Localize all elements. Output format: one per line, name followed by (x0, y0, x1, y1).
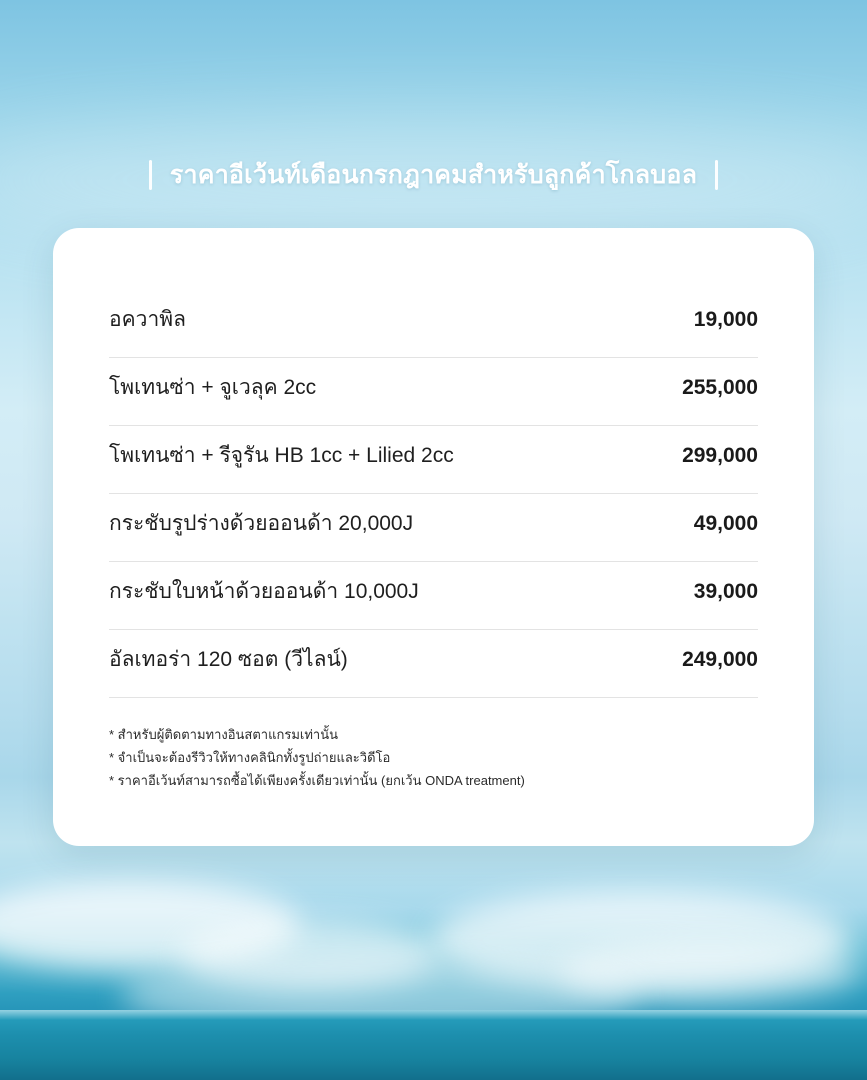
list-item (109, 358, 758, 426)
item-name: โพเทนซ่า + รีจูรัน HB 1cc + Lilied 2cc (109, 444, 454, 467)
notes-section (109, 724, 758, 792)
note-line: * ราคาอีเว้นท์สามารถซื้อได้เพียงครั้งเดียวเท่านั้น (ยกเว้น ONDA treatment) (109, 772, 525, 788)
item-name: อัลเทอร่า 120 ซอต (วีไลน์) (109, 648, 348, 671)
page-title-text: ราคาอีเว้นท์เดือนกรกฎาคมสำหรับลูกค้าโกลบอล (169, 161, 698, 189)
item-name: กระชับรูปร่างด้วยออนด้า 20,000J (109, 512, 414, 535)
note-line: * จำเป็นจะต้องรีวิวให้ทางคลินิกทั้งรูปถ่ายและวิดีโอ (109, 749, 391, 765)
item-name: โพเทนซ่า + จูเวลุค 2cc (109, 376, 317, 399)
note-line: * สำหรับผู้ติดตามทางอินสตาแกรมเท่านั้น (109, 727, 338, 742)
item-price: 255,000 (682, 376, 758, 399)
price-card (53, 228, 814, 846)
list-item (109, 290, 758, 358)
item-price: 299,000 (682, 444, 758, 467)
item-price: 49,000 (693, 512, 758, 535)
page-title (0, 155, 867, 195)
price-list (109, 290, 758, 698)
item-price: 19,000 (693, 308, 758, 331)
list-item (109, 630, 758, 698)
item-name: กระชับใบหน้าด้วยออนด้า 10,000J (109, 580, 419, 603)
item-price: 249,000 (682, 648, 758, 671)
item-price: 39,000 (693, 580, 758, 603)
title-left-bar-icon (149, 160, 152, 190)
list-item (109, 494, 758, 562)
title-right-bar-icon (715, 160, 718, 190)
item-name: อควาพิล (109, 308, 186, 331)
list-item (109, 426, 758, 494)
sea-horizon-highlight (0, 1010, 867, 1020)
sea-background (0, 1010, 867, 1080)
list-item (109, 562, 758, 630)
